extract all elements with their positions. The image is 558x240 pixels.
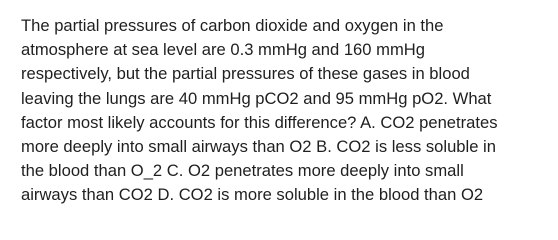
- question-text: [21, 14, 551, 208]
- question-line: leaving the lungs are 40 mmHg pCO2 and 95 mmHg pO2. What: [21, 88, 492, 108]
- question-line: respectively, but the partial pressures of these gases in blood: [21, 64, 470, 84]
- question-line: the blood than O_2 C. O2 penetrates more deeply into small: [21, 161, 464, 181]
- question-line: airways than CO2 D. CO2 is more soluble in the blood than O2: [21, 185, 484, 205]
- question-line: The partial pressures of carbon dioxide and oxygen in the: [21, 16, 444, 35]
- question-line: factor most likely accounts for this difference? A. CO2 penetrates: [21, 112, 498, 132]
- question-line: more deeply into small airways than O2 B. CO2 is less soluble in: [21, 137, 496, 157]
- question-line: atmosphere at sea level are 0.3 mmHg and 160 mmHg: [21, 40, 425, 60]
